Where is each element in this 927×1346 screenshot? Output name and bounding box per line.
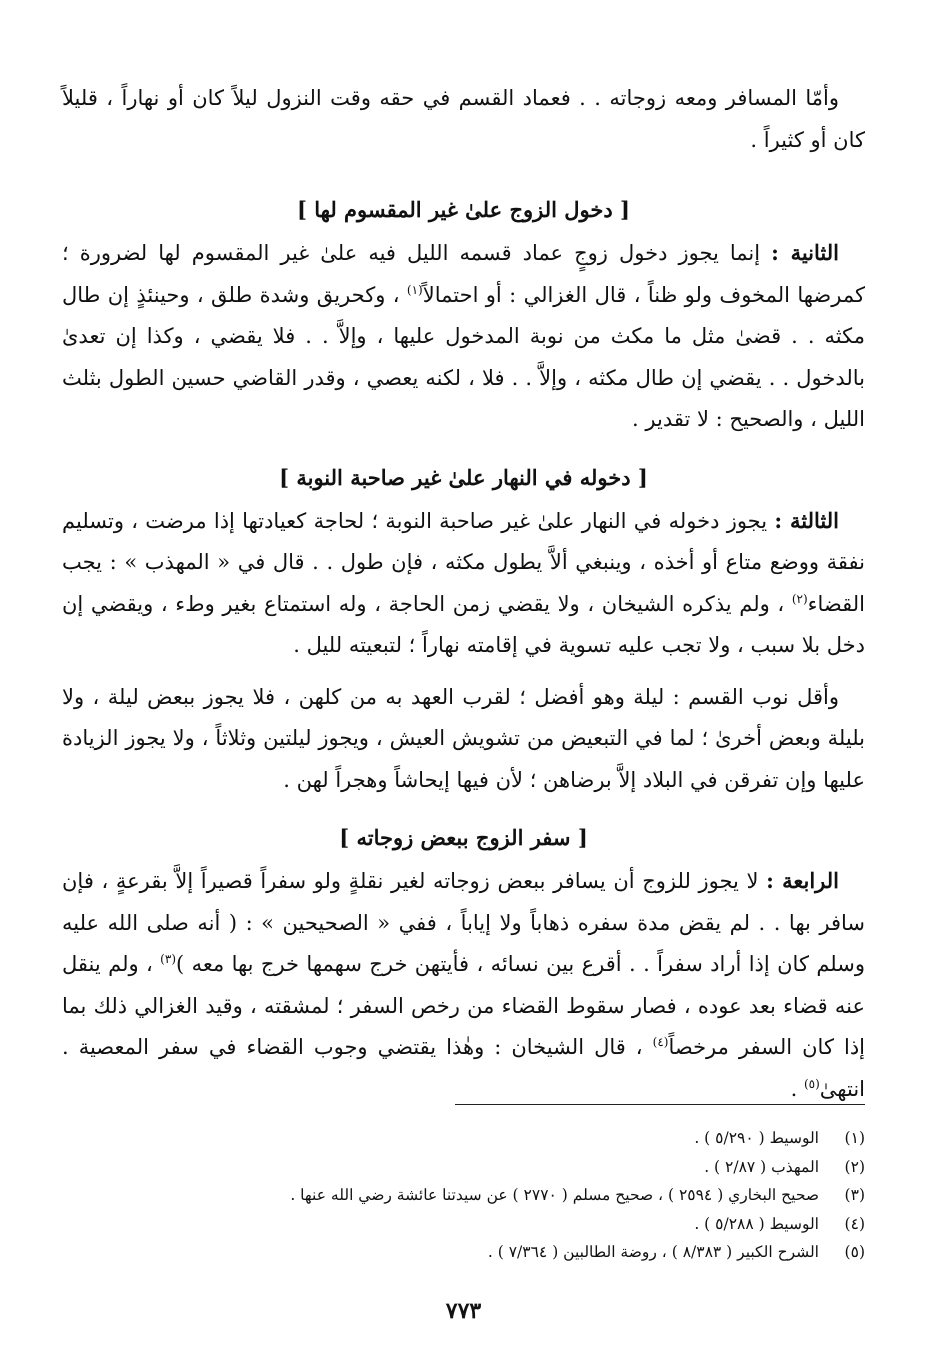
section-3-text-d: . (790, 1076, 798, 1101)
section-3-text-b: ، ولم ينقل عنه قضاء بعد عوده ، فصار سقوط القضاء من رخص السفر ؛ لمشقته ، وقيد الغزالي ذلك بما إذا كان السفر مرخصاً (62, 952, 866, 1059)
footnote-ref-3[interactable]: (٣) (160, 952, 176, 966)
footnote-item (62, 1210, 865, 1239)
intro-text: وأمّا المسافر ومعه زوجاته . . فعماد القسم في حقه وقت النزول ليلاً كان أو نهاراً ، قليلاً كان أو كثيراً . (62, 86, 865, 152)
footnote-number: (٥) (844, 1243, 865, 1261)
footnote-divider (455, 1104, 865, 1105)
section-2-text-a: يجوز دخوله في النهار علىٰ غير صاحبة النوبة ؛ لحاجة كعيادتها إذا مرضت ، وتسليم نفقة ووضع متاع أو أخذه ، وينبغي ألاَّ يطول مكثه ، فإن طول . . قال في « المهذب » : يجب القضاء (62, 508, 865, 616)
footnote-ref-2[interactable]: (٢) (791, 591, 808, 606)
section-2-paragraph-2 (62, 677, 865, 802)
section-2-text-p2: وأقل نوب القسم : ليلة وهو أفضل ؛ لقرب العهد به من كلهن ، فلا يجوز ببعض ليلة ، ولا بليلة وبعض أخرىٰ ؛ لما في التبعيض من تشويش العيش ، ويجوز ليلتين وثلاثاً ، ولا يجوز الزيادة عليها وإن تفرقن في البلاد إلاَّ برضاهن ؛ لأن فيها إيحاشاً وهجراً لهن . (62, 684, 865, 792)
footnote-item (62, 1238, 865, 1267)
section-2-lead: الثالثة : (774, 507, 839, 533)
footnotes-list (62, 1124, 865, 1267)
intro-paragraph (62, 78, 865, 161)
section-2-text-b: ، ولم يذكره الشيخان ، ولا يقضي زمن الحاجة ، وله استمتاع بغير وطء ، ويقضي إن دخل بلا سبب ، ولا تجب عليه تسوية في إقامته نهاراً ؛ لتبعيته لليل . (62, 591, 865, 657)
section-1-text-a: إنما يجوز دخول زوجٍ عماد قسمه الليل فيه علىٰ غير المقسوم لها لضرورة ؛ كمرضها المخوف ولو ظناً ، قال الغزالي : أو احتمالاً (62, 241, 865, 307)
section-heading-2: [ دخوله في النهار علىٰ غير صاحبة النوبة ] (279, 464, 648, 490)
footnote-ref-5[interactable]: (٥) (803, 1076, 820, 1091)
section-1-paragraph (62, 232, 865, 441)
section-3-paragraph (62, 860, 865, 1110)
section-3-lead: الرابعة : (766, 868, 839, 893)
section-1-text-b: ، وكحريق وشدة طلق ، وحينئذٍ إن طال مكثه . . قضىٰ مثل ما مكث من نوبة المدخول عليها ، وإلاَّ . . فلا يقضي ، وكذا إن تعدىٰ بالدخول . . يقضي إن طال مكثه ، وإلاَّ . . فلا ، لكنه يعصي ، وقدر القاضي حسين الطول بثلث الليل ، والصحيح : (62, 282, 865, 431)
footnote-number: (٣) (844, 1186, 865, 1204)
section-heading-1: [ دخول الزوج علىٰ غير المقسوم لها ] (297, 197, 630, 222)
section-2-paragraph-1 (62, 500, 865, 667)
footnote-text: المهذب ( ٢/٨٧ ) . (704, 1157, 819, 1176)
section-1-text-c: لا تقدير . (632, 407, 709, 431)
footnote-ref-1[interactable]: (١) (406, 282, 423, 297)
footnote-item (62, 1153, 865, 1182)
section-heading-3: [ سفر الزوج ببعض زوجاته ] (339, 825, 588, 850)
footnote-number: (٢) (844, 1157, 865, 1176)
section-3-text-a: لا يجوز للزوج أن يسافر ببعض زوجاته لغير نقلةٍ ولو سفراً قصيراً إلاَّ بقرعةٍ ، فإن سافر بها . . لم يقض مدة سفره ذهاباً ولا إياباً ، ففي « الصحيحين » : ( أنه صلى الله عليه وسلم كان إذا أراد سفراً . . أقرع بين نسائه ، فأيتهن خرج سهمها خرج بها معه ) (62, 869, 865, 976)
footnote-text: صحيح البخاري ( ٢٥٩٤ ) ، صحيح مسلم ( ٢٧٧٠ ) عن سيدتنا عائشة رضي الله عنها . (290, 1186, 819, 1204)
section-3-text-c: ، قال الشيخان : وهٰذا يقتضي وجوب القضاء في سفر المعصية . انتهىٰ (62, 1035, 865, 1101)
page-number: ٧٧٣ (445, 1298, 482, 1324)
section-1-lead: الثانية : (771, 240, 839, 265)
footnote-text: الوسيط ( ٥/٢٩٠ ) . (694, 1129, 819, 1147)
footnote-text: الشرح الكبير ( ٨/٣٨٣ ) ، روضة الطالبين ( ٧/٣٦٤ ) . (487, 1243, 819, 1261)
paragraph-gap (62, 667, 865, 677)
footnote-number: (١) (844, 1129, 865, 1147)
footnote-number: (٤) (844, 1214, 865, 1233)
footnote-item (62, 1181, 865, 1210)
footnote-text: الوسيط ( ٥/٢٨٨ ) . (694, 1214, 819, 1233)
footnote-ref-4[interactable]: (٤) (652, 1035, 669, 1049)
footnote-item (62, 1124, 865, 1153)
